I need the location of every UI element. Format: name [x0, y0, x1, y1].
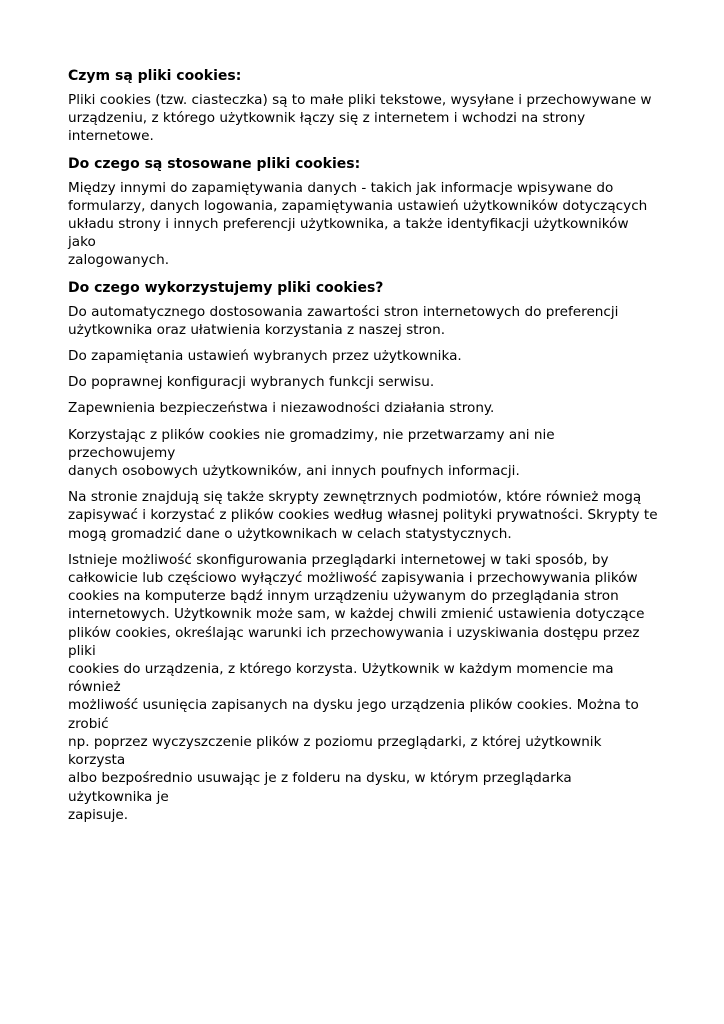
- paragraph: Na stronie znajdują się także skrypty zewnętrznych podmiotów, które również mogą zapisywać i korzystać z plików cookies według własnej polityki prywatności. Skrypty te mogą gromadzić dane o użytkownikach w celach statystycznych.: [68, 489, 658, 542]
- paragraph: Korzystając z plików cookies nie gromadzimy, nie przetwarzamy ani nie przechowujemy danych osobowych użytkowników, ani innych poufnych informacji.: [68, 426, 555, 480]
- section-cookie-uses: [68, 154, 658, 270]
- paragraph: Między innymi do zapamiętywania danych - takich jak informacje wpisywane do formularzy, danych logowania, zapamiętywania ustawień użytkowników dotyczących układu strony i innych preferencji użytkownika, a także identyfikacji użytkowników jako zalogowanych.: [68, 179, 648, 269]
- section-what-are-cookies: [68, 66, 658, 146]
- paragraph: Do zapamiętania ustawień wybranych przez użytkownika.: [68, 348, 462, 365]
- document-page: [68, 66, 658, 832]
- section-heading: Do czego są stosowane pliki cookies:: [68, 155, 361, 172]
- section-heading: Do czego wykorzystujemy pliki cookies?: [68, 279, 384, 296]
- paragraph: Do poprawnej konfiguracji wybranych funkcji serwisu.: [68, 374, 435, 391]
- section-our-cookie-usage: [68, 278, 658, 824]
- paragraph: Do automatycznego dostosowania zawartości stron internetowych do preferencji użytkownika oraz ułatwienia korzystania z naszej stron.: [68, 303, 619, 338]
- paragraph: Istnieje możliwość skonfigurowania przeglądarki internetowej w taki sposób, by całkowicie lub częściowo wyłączyć możliwość zapisywania i przechowywania plików cookies na komputerze bądź innym urządzeniu używanym do przeglądania stron internetowych. Użytkownik może sam, w każdej chwili zmienić ustawienia dotyczące plików cookies, określając warunki ich przechowywania i uzyskiwania dostępu przez pliki cookies do urządzenia, z którego korzysta. Użytkownik w każdym momencie ma również możliwość usunięcia zapisanych na dysku jego urządzenia plików cookies. Można to zrobić np. poprzez wyczyszczenie plików z poziomu przeglądarki, z której użytkownik korzysta albo bezpośrednio usuwając je z folderu na dysku, w którym przeglądarka użytkownika je zapisuje.: [68, 551, 645, 823]
- section-heading: Czym są pliki cookies:: [68, 68, 242, 84]
- paragraph: Zapewnienia bezpieczeństwa i niezawodności działania strony.: [68, 400, 495, 417]
- paragraph: Pliki cookies (tzw. ciasteczka) są to małe pliki tekstowe, wysyłane i przechowywane w urządzeniu, z którego użytkownik łączy się z internetem i wchodzi na strony internetowe.: [68, 92, 652, 145]
